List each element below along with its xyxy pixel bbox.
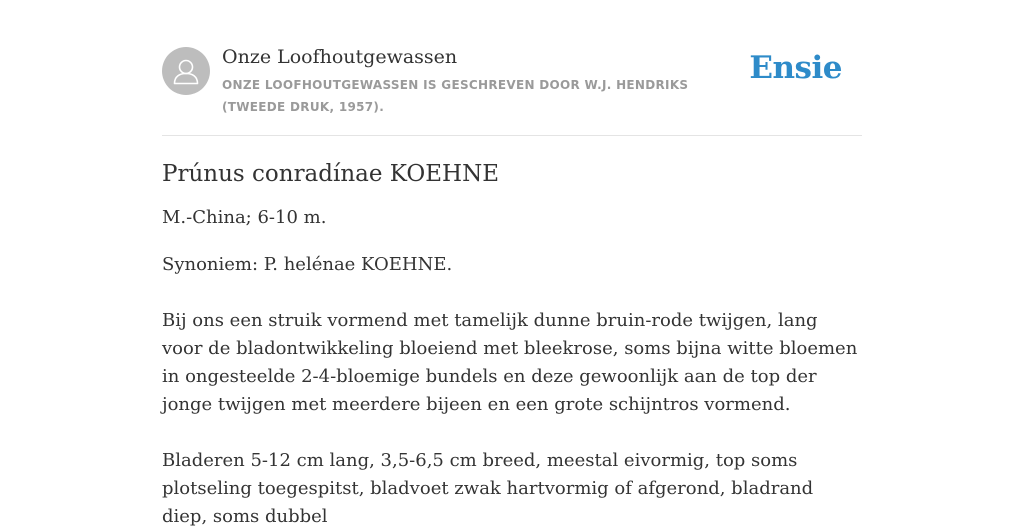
entry-range: M.-China; 6-10 m. bbox=[162, 207, 327, 228]
user-avatar-icon bbox=[162, 47, 210, 95]
entry-paragraph: Bladeren 5-12 cm lang, 3,5-6,5 cm breed, meestal eivormig, top soms plotseling toegespitst, bladvoet zwak hartvormig of afgerond, bladrand diep, soms dubbel bbox=[162, 450, 814, 527]
source-description: ONZE LOOFHOUTGEWASSEN IS GESCHREVEN DOOR W.J. HENDRIKS (TWEEDE DRUK, 1957). bbox=[222, 78, 689, 114]
entry-title: Prúnus conradínae KOEHNE bbox=[162, 161, 499, 187]
source-header bbox=[162, 46, 862, 136]
entry-article bbox=[162, 157, 862, 531]
entry-paragraph: Bij ons een struik vormend met tamelijk dunne bruin-rode twijgen, lang voor de bladontwikkeling bloeiend met bleekrose, soms bijna witte bloemen in ongesteelde 2-4-bloemige bundels en deze gewoonlijk aan de top der jonge twijgen met meerdere bijeen en een grote schijntros vormend. bbox=[162, 310, 858, 415]
entry-synonym: Synoniem: P. helénae KOEHNE. bbox=[162, 254, 453, 275]
source-title[interactable]: Onze Loofhoutgewassen bbox=[222, 46, 458, 68]
ensie-logo[interactable]: Ensie bbox=[749, 50, 842, 86]
header-divider bbox=[162, 135, 862, 136]
